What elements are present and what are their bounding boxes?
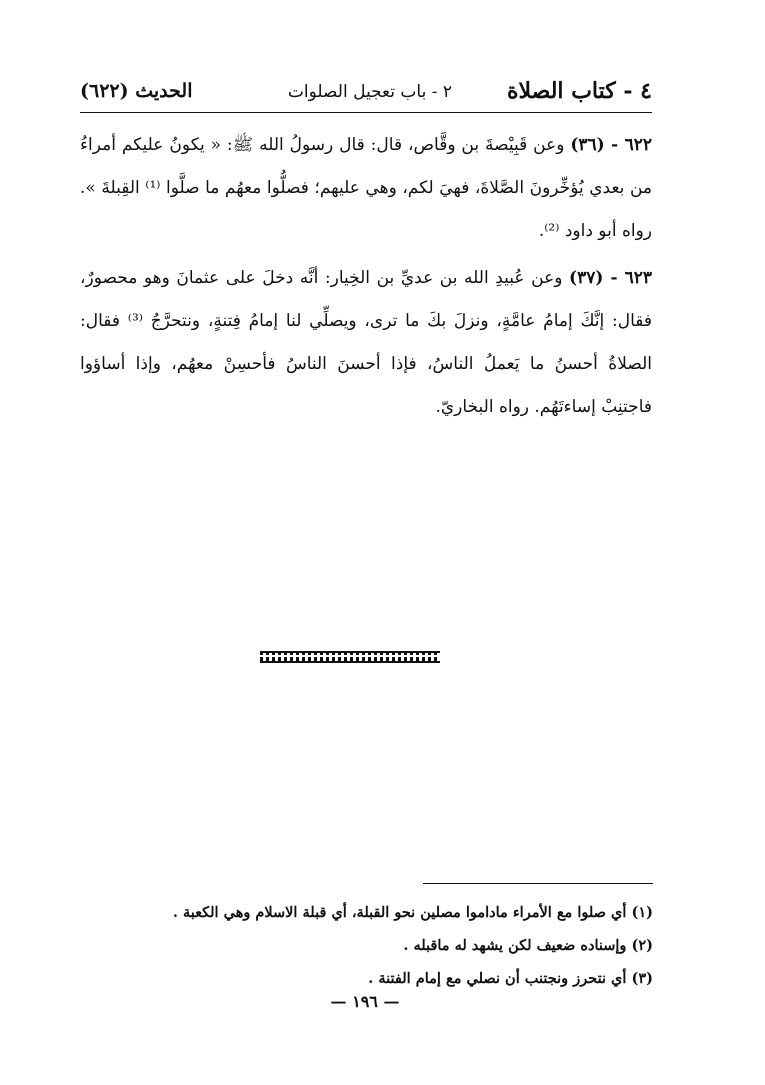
footnote-2: (٢) وإسناده ضعيف لكن يشهد له ماقبله . — [403, 937, 653, 954]
hadith-number: ٦٢٢ - (٣٦) — [570, 135, 653, 155]
separator-gap — [260, 655, 440, 657]
page-number: — ١٩٦ — — [330, 992, 400, 1011]
footnotes — [133, 896, 653, 995]
footnote-rule — [423, 883, 653, 884]
hadith-text: وعن قَبِيْصةَ بن وقَّاص، قال: قال رسولُ الله ﷺ: « يكونُ عليكم أمراءُ من بعدي يُؤخِّرونَ الصَّلاةَ، فهيَ لكم، وهي عليهم؛ فصلُّوا معهُم ما صلَّوا ⁽¹⁾ القِبلةَ ». رواه أبو داود ⁽²⁾. — [80, 135, 652, 241]
chapter-separator — [260, 651, 440, 663]
hadith-range: الحديث (٦٢٢) — [80, 80, 193, 102]
hadith-number: ٦٢٣ - (٣٧) — [569, 268, 653, 288]
footnote-1: (١) أي صلوا مع الأمراء ماداموا مصلين نحو القبلة، أي قبلة الاسلام وهي الكعبة . — [172, 904, 653, 921]
footnote-3: (٣) أي نتحرز ونجتنب أن نصلي مع إمام الفتنة . — [368, 970, 653, 987]
hadith-622 — [80, 124, 652, 253]
page-header — [80, 74, 652, 113]
hadith-text: وعن عُبيدِ الله بن عديِّ بن الخِيار: أنَّه دخلَ على عثمانَ وهو محصورٌ، فقال: إنَّكَ إمامُ عامَّةٍ، ونزلَ بكَ ما ترى، ويصلِّي لنا إمامُ فِتنةٍ، ونتحرَّجُ ⁽³⁾ فقال: الصلاةُ أحسنُ ما يَعملُ الناسُ، فإذا أحسنَ الناسُ فأحسِنْ معهُم، وإذا أساؤوا فاجتنِبْ إساءتَهُم. رواه البخاريّ. — [80, 268, 652, 417]
main-text — [80, 124, 652, 429]
book-title: ٤ - كتاب الصلاة — [506, 78, 652, 104]
hadith-623 — [80, 257, 652, 429]
chapter-title: ٢ - باب تعجيل الصلوات — [287, 82, 452, 102]
